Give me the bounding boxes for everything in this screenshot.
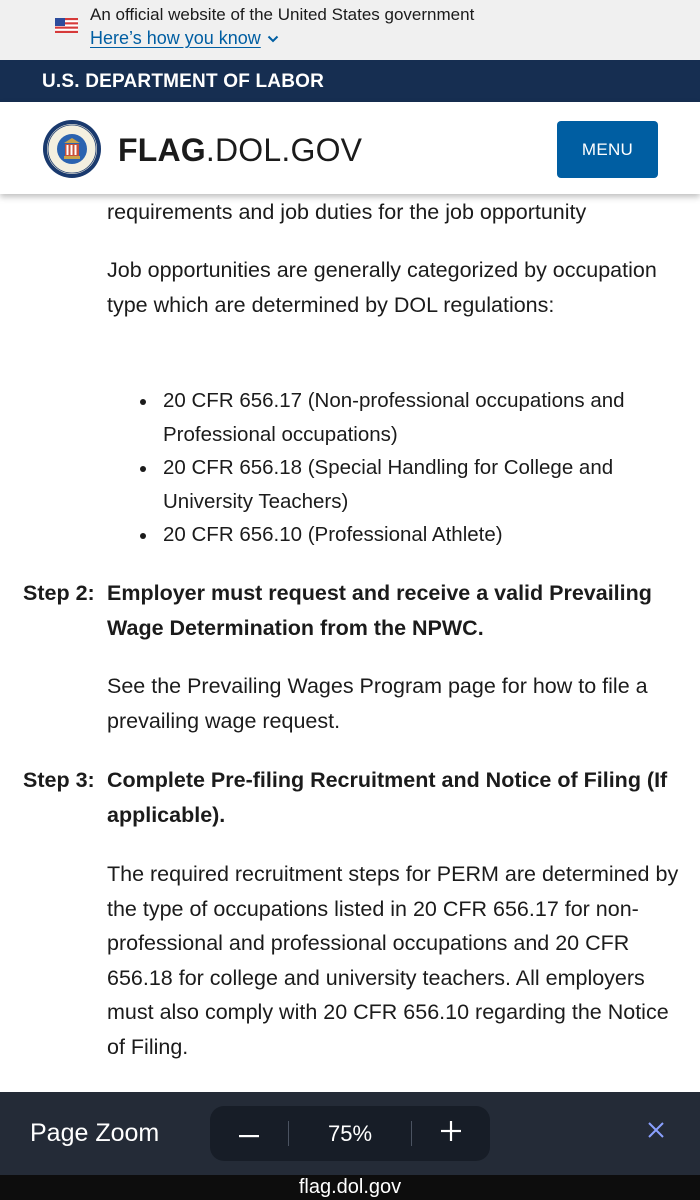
chevron-down-icon [267, 27, 279, 48]
department-bar [0, 60, 700, 102]
site-name[interactable] [118, 132, 362, 169]
zoom-in-button[interactable] [412, 1106, 490, 1161]
list-item [107, 518, 692, 552]
department-title: U.S. DEPARTMENT OF LABOR [42, 71, 325, 92]
site-header [0, 102, 700, 194]
menu-button[interactable] [557, 121, 658, 178]
gov-banner [0, 0, 700, 60]
site-name-rest: .DOL.GOV [205, 132, 363, 168]
list-item-text: 20 CFR 656.18 (Special Handling for College and University Teachers) [163, 456, 614, 513]
zoom-level: 75% [327, 1120, 373, 1146]
bullet-icon [140, 399, 146, 405]
address-bar[interactable] [0, 1175, 700, 1200]
menu-button-label: MENU [581, 139, 634, 159]
how-you-know-link[interactable] [90, 27, 279, 49]
step-2-label: Step 2: [23, 581, 95, 605]
site-name-bold: FLAG [118, 132, 206, 168]
list-item [107, 384, 692, 451]
zoom-close-button[interactable] [641, 1117, 671, 1147]
regulation-list [107, 384, 692, 552]
bullet-icon [140, 466, 146, 472]
official-site-text: An official website of the United States government [90, 5, 475, 24]
step-3-title: Complete Pre-filing Recruitment and Notice of Filing (If applicable). [107, 768, 668, 827]
page-zoom-label: Page Zoom [30, 1119, 160, 1147]
us-flag-icon [55, 18, 78, 33]
step-2-text: See the Prevailing Wages Program page for how to file a prevailing wage request. [107, 674, 648, 733]
step-3-text: The required recruitment steps for PERM are determined by the type of occupations listed in 20 CFR 656.17 for non-professional and professional occupations and 20 CFR 656.18 for college and university teachers. All employers must also comply with 20 CFR 656.10 regarding the Notice of Filing. [107, 862, 679, 1059]
step-3-label: Step 3: [23, 768, 95, 792]
intro-tail-text: requirements and job duties for the job opportunity [107, 200, 587, 224]
categorized-text: Job opportunities are generally categorized by occupation type which are determined by DOL regulations: [107, 258, 657, 317]
zoom-control [210, 1106, 490, 1161]
zoom-out-button[interactable] [210, 1106, 288, 1161]
list-item-text: 20 CFR 656.10 (Professional Athlete) [163, 523, 503, 546]
page-zoom-bar [0, 1092, 700, 1175]
close-icon [647, 1121, 665, 1144]
list-item-text: 20 CFR 656.17 (Non-professional occupations and Professional occupations) [163, 389, 625, 446]
list-item [107, 451, 692, 518]
plus-icon [441, 1121, 461, 1146]
step-2-title: Employer must request and receive a valid Prevailing Wage Determination from the NPWC. [107, 581, 652, 640]
bullet-icon [140, 533, 146, 539]
dol-seal-icon[interactable] [42, 119, 102, 179]
url-text: flag.dol.gov [298, 1176, 402, 1198]
how-you-know-label: Here’s how you know [90, 28, 261, 48]
main-content [0, 194, 700, 1092]
minus-icon [239, 1125, 259, 1143]
